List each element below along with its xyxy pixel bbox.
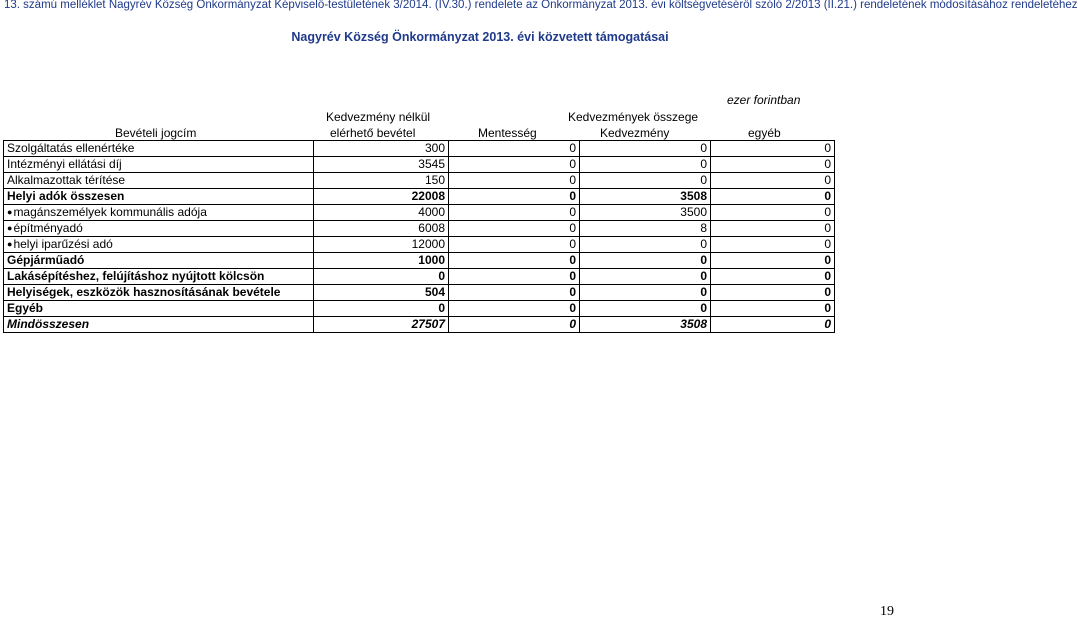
cell-value: 150	[314, 173, 449, 189]
cell-value: 0	[711, 157, 835, 173]
table-row	[4, 205, 835, 221]
cell-value: 0	[711, 141, 835, 157]
cell-value: 0	[711, 285, 835, 301]
cell-value: 0	[449, 189, 580, 205]
cell-value: 0	[449, 269, 580, 285]
cell-value: 0	[449, 157, 580, 173]
cell-value: 0	[580, 285, 711, 301]
cell-value: 8	[580, 221, 711, 237]
table-row	[4, 173, 835, 189]
header-mentesseg: Mentesség	[478, 126, 537, 140]
cell-value: 3508	[580, 189, 711, 205]
cell-value: 0	[449, 205, 580, 221]
header-jogcim: Bevételi jogcím	[115, 126, 197, 140]
data-table	[3, 140, 835, 333]
cell-value: 0	[580, 157, 711, 173]
cell-value: 0	[711, 173, 835, 189]
unit-label: ezer forintban	[727, 93, 801, 107]
cell-value: 0	[580, 237, 711, 253]
cell-value: 0	[711, 317, 835, 333]
table-row	[4, 285, 835, 301]
cell-value: 0	[449, 253, 580, 269]
cell-value: 0	[711, 301, 835, 317]
row-label: Intézményi ellátási díj	[4, 157, 314, 173]
cell-value: 0	[711, 237, 835, 253]
header-group: Kedvezmények összege	[568, 110, 699, 124]
cell-value: 0	[711, 221, 835, 237]
cell-value: 0	[711, 205, 835, 221]
cell-value: 0	[711, 269, 835, 285]
table-row-total	[4, 317, 835, 333]
page-title: Nagyrév Község Önkormányzat 2013. évi közvetett támogatásai	[291, 30, 669, 44]
table-row	[4, 301, 835, 317]
cell-value: 504	[314, 285, 449, 301]
page-number: 19	[880, 604, 894, 619]
row-label	[4, 237, 314, 253]
cell-value: 0	[449, 237, 580, 253]
cell-value: 3508	[580, 317, 711, 333]
table-row	[4, 221, 835, 237]
row-label	[4, 205, 314, 221]
row-label: Egyéb	[4, 301, 314, 317]
cell-value: 0	[449, 317, 580, 333]
cell-value: 1000	[314, 253, 449, 269]
table-row	[4, 189, 835, 205]
bullet-icon: ●	[7, 207, 13, 217]
cell-value: 0	[449, 173, 580, 189]
table-row	[4, 269, 835, 285]
cell-value: 0	[580, 269, 711, 285]
header-note: 13. számú melléklet Nagyrév Község Önkormányzat Képviselő-testületének 3/2014. (IV.30.) rendelete az Önkormányzat 2013. évi költségvetéséről szóló 2/2013 (II.21.) rendeletének módosításához rendeletéhez	[4, 0, 1078, 11]
cell-value: 300	[314, 141, 449, 157]
row-label: Lakásépítéshez, felújításhoz nyújtott kölcsön	[4, 269, 314, 285]
cell-value: 0	[449, 285, 580, 301]
row-label: Mindösszesen	[4, 317, 314, 333]
row-label	[4, 221, 314, 237]
cell-value: 0	[711, 253, 835, 269]
cell-value: 0	[449, 141, 580, 157]
header-nelkul-line1: Kedvezmény nélkül	[326, 110, 431, 124]
cell-value: 0	[449, 221, 580, 237]
row-label: Alkalmazottak térítése	[4, 173, 314, 189]
table-row	[4, 141, 835, 157]
header-nelkul-line2: elérhető bevétel	[330, 126, 416, 140]
row-label-text: magánszemélyek kommunális adója	[13, 205, 207, 219]
bullet-icon: ●	[7, 239, 13, 249]
cell-value: 0	[314, 301, 449, 317]
cell-value: 3500	[580, 205, 711, 221]
cell-value: 0	[449, 301, 580, 317]
cell-value: 0	[580, 173, 711, 189]
cell-value: 22008	[314, 189, 449, 205]
table-row	[4, 237, 835, 253]
cell-value: 27507	[314, 317, 449, 333]
table-row	[4, 253, 835, 269]
bullet-icon: ●	[7, 223, 13, 233]
row-label-text: építményadó	[13, 221, 83, 235]
cell-value: 0	[580, 141, 711, 157]
cell-value: 4000	[314, 205, 449, 221]
row-label: Szolgáltatás ellenértéke	[4, 141, 314, 157]
table-row	[4, 157, 835, 173]
row-label-text: helyi iparűzési adó	[13, 237, 113, 251]
cell-value: 3545	[314, 157, 449, 173]
header-kedvezmeny: Kedvezmény	[600, 126, 670, 140]
cell-value: 0	[314, 269, 449, 285]
cell-value: 0	[711, 189, 835, 205]
cell-value: 6008	[314, 221, 449, 237]
row-label: Helyi adók összesen	[4, 189, 314, 205]
row-label: Gépjárműadó	[4, 253, 314, 269]
cell-value: 12000	[314, 237, 449, 253]
header-egyeb: egyéb	[748, 126, 781, 140]
cell-value: 0	[580, 253, 711, 269]
row-label: Helyiségek, eszközök hasznosításának bevétele	[4, 285, 314, 301]
cell-value: 0	[580, 301, 711, 317]
